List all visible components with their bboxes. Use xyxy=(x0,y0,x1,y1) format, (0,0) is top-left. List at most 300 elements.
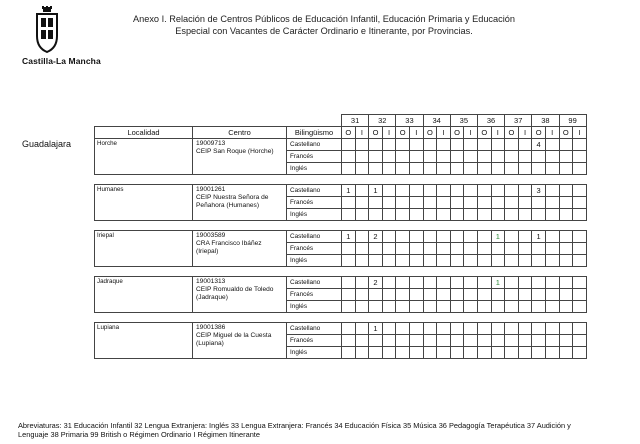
vacancy-cell xyxy=(369,301,383,313)
vacancy-cell xyxy=(477,323,491,335)
castilla-la-mancha-logo xyxy=(22,6,102,66)
vacancy-cell xyxy=(573,185,587,197)
bilinguismo-cell: Castellano xyxy=(287,277,342,289)
header-spacer xyxy=(95,115,342,127)
vacancy-cell xyxy=(532,209,546,221)
vacancy-cell xyxy=(450,255,464,267)
vacancy-cell xyxy=(450,243,464,255)
vacancy-cell xyxy=(396,139,410,151)
vacancy-cell xyxy=(573,209,587,221)
vacancy-cell xyxy=(559,323,573,335)
code-header-row xyxy=(95,115,587,127)
bilinguismo-cell: Inglés xyxy=(287,163,342,175)
vacancy-cell xyxy=(518,231,532,243)
vacancy-cell xyxy=(477,347,491,359)
vacancy-cell xyxy=(437,335,451,347)
vacancy-cell xyxy=(409,163,423,175)
vacancy-cell xyxy=(505,323,519,335)
vacancy-cell xyxy=(477,185,491,197)
vacancy-cell: 1 xyxy=(491,231,505,243)
centro-name: CEIP Romualdo de Toledo (Jadraque) xyxy=(196,286,274,301)
regime-ordinary-header: O xyxy=(532,127,546,139)
vacancy-cell xyxy=(409,323,423,335)
vacancy-cell xyxy=(369,347,383,359)
bilinguismo-cell: Francés xyxy=(287,289,342,301)
vacancy-cell xyxy=(573,163,587,175)
vacancy-cell xyxy=(573,151,587,163)
vacancy-cell: 2 xyxy=(369,231,383,243)
vacancy-cell xyxy=(396,255,410,267)
regime-itinerant-header: I xyxy=(382,127,396,139)
regime-itinerant-header: I xyxy=(573,127,587,139)
vacancy-cell xyxy=(464,255,478,267)
vacancy-cell xyxy=(396,231,410,243)
vacancy-cell xyxy=(450,209,464,221)
vacancy-cell xyxy=(545,335,559,347)
vacancy-cell xyxy=(437,347,451,359)
vacancy-cell xyxy=(518,163,532,175)
vacancy-cell xyxy=(423,323,437,335)
vacancy-cell xyxy=(382,231,396,243)
vacancy-cell xyxy=(342,197,356,209)
bilinguismo-header: Bilingüismo xyxy=(287,127,342,139)
vacancy-cell xyxy=(464,323,478,335)
vacancy-cell xyxy=(545,277,559,289)
vacancy-cell xyxy=(505,163,519,175)
vacancy-cell xyxy=(369,289,383,301)
vacancy-cell xyxy=(545,185,559,197)
vacancy-cell xyxy=(491,323,505,335)
regime-ordinary-header: O xyxy=(450,127,464,139)
vacancy-cell xyxy=(559,231,573,243)
vacancy-cell xyxy=(342,139,356,151)
vacancy-cell xyxy=(505,301,519,313)
vacancy-cell xyxy=(545,289,559,301)
vacancy-cell xyxy=(573,277,587,289)
vacancy-cell xyxy=(518,255,532,267)
vacancy-cell xyxy=(573,289,587,301)
regime-ordinary-header: O xyxy=(342,127,356,139)
vacancy-cell xyxy=(491,151,505,163)
vacancy-cell xyxy=(532,243,546,255)
vacancy-cell xyxy=(382,335,396,347)
vacancy-cell xyxy=(423,301,437,313)
vacancy-cell xyxy=(409,209,423,221)
vacancy-cell xyxy=(518,185,532,197)
vacancy-cell xyxy=(518,151,532,163)
vacancy-cell xyxy=(505,209,519,221)
vacancy-cell xyxy=(342,243,356,255)
vacancy-cell xyxy=(382,139,396,151)
localidad-header: Localidad xyxy=(95,127,193,139)
bilinguismo-cell: Francés xyxy=(287,335,342,347)
vacancy-cell xyxy=(382,347,396,359)
vacancy-cell xyxy=(505,151,519,163)
vacancy-cell xyxy=(573,347,587,359)
bilinguismo-cell: Inglés xyxy=(287,301,342,313)
abbreviations-footer xyxy=(18,421,630,440)
localidad-cell: Jadraque xyxy=(95,277,193,313)
bilinguismo-cell: Francés xyxy=(287,151,342,163)
table-row xyxy=(95,323,587,335)
vacancy-cell xyxy=(505,243,519,255)
bilinguismo-cell: Francés xyxy=(287,243,342,255)
vacancy-cell xyxy=(437,163,451,175)
vacancy-cell xyxy=(491,243,505,255)
vacancy-cell xyxy=(437,289,451,301)
vacancy-cell xyxy=(382,151,396,163)
vacancy-cell: 4 xyxy=(532,139,546,151)
vacancy-cell xyxy=(355,335,369,347)
vacancy-cell xyxy=(518,197,532,209)
vacancy-cell xyxy=(532,289,546,301)
vacancy-cell xyxy=(355,301,369,313)
vacancy-cell xyxy=(342,289,356,301)
code-header: 38 xyxy=(532,115,559,127)
centro-cell xyxy=(193,139,287,175)
centro-name: CEIP Miguel de la Cuesta (Lupiana) xyxy=(196,332,272,347)
centro-name: CEIP San Roque (Horche) xyxy=(196,148,274,155)
vacancy-cell xyxy=(369,243,383,255)
vacancy-cell xyxy=(491,335,505,347)
vacancy-cell xyxy=(437,185,451,197)
vacancy-cell xyxy=(382,243,396,255)
vacancy-cell xyxy=(369,139,383,151)
vacancy-cell xyxy=(505,231,519,243)
vacancy-cell xyxy=(382,323,396,335)
vacancy-cell xyxy=(491,197,505,209)
block-gap xyxy=(95,313,587,323)
code-header: 36 xyxy=(477,115,504,127)
localidad-cell: Horche xyxy=(95,139,193,175)
vacancy-cell xyxy=(423,231,437,243)
vacancy-cell xyxy=(518,335,532,347)
vacancy-cell xyxy=(450,301,464,313)
block-gap xyxy=(95,221,587,231)
centro-cell xyxy=(193,323,287,359)
vacancy-cell xyxy=(491,185,505,197)
centro-cell xyxy=(193,231,287,267)
vacancy-cell xyxy=(573,335,587,347)
vacancy-cell xyxy=(559,335,573,347)
table-row xyxy=(95,231,587,243)
bilinguismo-cell: Castellano xyxy=(287,323,342,335)
vacancy-cell xyxy=(532,163,546,175)
logo-text: Castilla-La Mancha xyxy=(22,56,101,66)
regime-ordinary-header: O xyxy=(396,127,410,139)
vacancy-cell xyxy=(355,243,369,255)
localidad-cell: Iriepal xyxy=(95,231,193,267)
vacancy-cell xyxy=(532,323,546,335)
vacancy-cell xyxy=(355,323,369,335)
vacancy-cell xyxy=(573,231,587,243)
vacancy-cell xyxy=(464,231,478,243)
vacancy-cell xyxy=(382,301,396,313)
vacancy-cell xyxy=(450,151,464,163)
title-line-1: Anexo I. Relación de Centros Públicos de Educación Infantil, Educación Primaria y Educación xyxy=(132,14,515,24)
vacancy-cell xyxy=(409,255,423,267)
vacancy-cell xyxy=(409,335,423,347)
regime-itinerant-header: I xyxy=(491,127,505,139)
centro-code: 19001261 xyxy=(196,186,226,193)
vacancy-cell: 2 xyxy=(369,277,383,289)
vacancy-cell xyxy=(505,185,519,197)
vacancy-cell xyxy=(450,231,464,243)
vacancy-cell xyxy=(437,231,451,243)
vacancy-cell xyxy=(396,151,410,163)
vacancy-cell xyxy=(423,209,437,221)
vacancy-cell xyxy=(518,209,532,221)
vacancy-cell xyxy=(382,209,396,221)
vacancy-cell xyxy=(491,139,505,151)
vacancy-cell xyxy=(545,231,559,243)
centro-cell xyxy=(193,185,287,221)
vacancy-cell xyxy=(477,301,491,313)
vacancy-cell xyxy=(355,163,369,175)
vacancy-cell xyxy=(573,139,587,151)
vacancy-cell xyxy=(518,347,532,359)
vacancy-cell xyxy=(396,197,410,209)
vacancy-cell xyxy=(450,163,464,175)
vacancy-cell xyxy=(355,185,369,197)
vacancy-cell xyxy=(477,243,491,255)
vacancy-cell: 1 xyxy=(532,231,546,243)
vacancy-cell xyxy=(491,289,505,301)
centro-name: CEIP Nuestra Señora de Peñahora (Humanes) xyxy=(196,194,269,209)
vacancy-cell xyxy=(409,185,423,197)
vacancy-cell xyxy=(545,323,559,335)
centro-code: 19003589 xyxy=(196,232,226,239)
vacancy-cell xyxy=(532,151,546,163)
vacancy-cell xyxy=(559,151,573,163)
vacancy-cell xyxy=(369,151,383,163)
vacancy-cell xyxy=(396,185,410,197)
vacancy-cell xyxy=(464,335,478,347)
vacancy-cell: 3 xyxy=(532,185,546,197)
vacancy-cell xyxy=(559,163,573,175)
block-gap xyxy=(95,267,587,277)
vacancy-cell xyxy=(382,197,396,209)
vacancy-cell xyxy=(532,301,546,313)
centro-cell xyxy=(193,277,287,313)
vacancy-cell xyxy=(409,243,423,255)
bilinguismo-cell: Castellano xyxy=(287,231,342,243)
vacancy-cell xyxy=(409,231,423,243)
centro-code: 19009713 xyxy=(196,140,226,147)
vacancy-cell xyxy=(477,255,491,267)
vacancy-cell xyxy=(342,335,356,347)
table-row xyxy=(95,185,587,197)
vacancy-cell xyxy=(369,335,383,347)
vacancy-cell xyxy=(518,139,532,151)
vacancy-cell xyxy=(477,197,491,209)
vacancy-cell xyxy=(559,209,573,221)
vacancy-cell xyxy=(423,139,437,151)
vacancy-cell xyxy=(518,243,532,255)
regime-itinerant-header: I xyxy=(437,127,451,139)
vacancy-cell xyxy=(559,289,573,301)
vacancy-cell xyxy=(491,209,505,221)
vacancy-cell: 1 xyxy=(342,185,356,197)
centro-name: CRA Francisco Ibáñez (Iriepal) xyxy=(196,240,262,255)
vacancy-cell xyxy=(437,323,451,335)
vacancy-cell xyxy=(532,277,546,289)
vacancy-cell xyxy=(518,289,532,301)
localidad-cell: Humanes xyxy=(95,185,193,221)
vacancy-cell xyxy=(505,255,519,267)
vacancy-cell xyxy=(409,139,423,151)
vacancy-cell xyxy=(423,243,437,255)
vacancy-cell xyxy=(573,323,587,335)
code-header: 99 xyxy=(559,115,586,127)
table-row xyxy=(95,139,587,151)
vacancy-cell xyxy=(464,197,478,209)
vacancy-cell xyxy=(423,197,437,209)
vacancy-cell xyxy=(559,243,573,255)
vacancy-cell xyxy=(355,151,369,163)
vacancy-cell xyxy=(382,289,396,301)
vacancy-cell xyxy=(477,335,491,347)
vacancy-cell xyxy=(355,289,369,301)
centro-code: 19001313 xyxy=(196,278,226,285)
vacancy-cell xyxy=(369,209,383,221)
vacancy-cell xyxy=(477,289,491,301)
gap-cell xyxy=(95,175,587,185)
vacancies-table xyxy=(94,114,587,359)
regime-ordinary-header: O xyxy=(477,127,491,139)
vacancy-cell xyxy=(369,255,383,267)
bilinguismo-cell: Castellano xyxy=(287,185,342,197)
vacancy-cell xyxy=(477,277,491,289)
vacancy-cell xyxy=(437,243,451,255)
vacancy-cell xyxy=(355,231,369,243)
coat-of-arms-icon xyxy=(34,6,60,54)
vacancy-cell xyxy=(342,151,356,163)
vacancy-cell xyxy=(450,289,464,301)
centro-header: Centro xyxy=(193,127,287,139)
province-label: Guadalajara xyxy=(22,139,72,149)
vacancy-cell xyxy=(505,347,519,359)
vacancy-cell xyxy=(559,139,573,151)
vacancy-cell xyxy=(505,277,519,289)
vacancy-cell: 1 xyxy=(342,231,356,243)
vacancy-cell xyxy=(505,139,519,151)
vacancy-cell xyxy=(464,289,478,301)
bilinguismo-cell: Castellano xyxy=(287,139,342,151)
vacancy-cell xyxy=(559,255,573,267)
code-header: 34 xyxy=(423,115,450,127)
vacancy-cell xyxy=(423,289,437,301)
regime-itinerant-header: I xyxy=(409,127,423,139)
vacancy-cell xyxy=(382,277,396,289)
vacancy-cell xyxy=(342,255,356,267)
bilinguismo-cell: Inglés xyxy=(287,347,342,359)
bilinguismo-cell: Francés xyxy=(287,197,342,209)
regime-ordinary-header: O xyxy=(423,127,437,139)
code-header: 31 xyxy=(342,115,369,127)
vacancy-cell xyxy=(423,277,437,289)
vacancy-cell xyxy=(491,347,505,359)
vacancy-cell xyxy=(423,335,437,347)
gap-cell xyxy=(95,267,587,277)
vacancy-cell xyxy=(409,347,423,359)
bilinguismo-cell: Inglés xyxy=(287,255,342,267)
vacancy-cell xyxy=(450,185,464,197)
vacancy-cell xyxy=(573,243,587,255)
vacancy-cell xyxy=(545,209,559,221)
vacancy-cell xyxy=(518,301,532,313)
vacancy-cell xyxy=(573,255,587,267)
vacancy-cell xyxy=(396,163,410,175)
document-title xyxy=(110,13,538,37)
vacancy-cell xyxy=(518,323,532,335)
vacancy-cell xyxy=(382,255,396,267)
vacancy-cell xyxy=(409,197,423,209)
regime-itinerant-header: I xyxy=(545,127,559,139)
vacancy-cell xyxy=(396,243,410,255)
regime-ordinary-header: O xyxy=(505,127,519,139)
vacancy-cell xyxy=(423,255,437,267)
vacancy-cell xyxy=(477,163,491,175)
regime-itinerant-header: I xyxy=(518,127,532,139)
vacancy-cell xyxy=(532,335,546,347)
code-header: 33 xyxy=(396,115,423,127)
vacancy-cell xyxy=(464,301,478,313)
vacancy-cell xyxy=(342,209,356,221)
vacancy-cell xyxy=(532,255,546,267)
vacancy-cell xyxy=(396,301,410,313)
vacancy-cell xyxy=(505,197,519,209)
vacancy-cell xyxy=(545,243,559,255)
vacancy-cell xyxy=(342,163,356,175)
vacancy-cell xyxy=(573,301,587,313)
vacancy-cell xyxy=(464,347,478,359)
vacancy-cell xyxy=(342,347,356,359)
block-gap xyxy=(95,175,587,185)
vacancy-cell xyxy=(342,323,356,335)
vacancy-cell xyxy=(450,139,464,151)
vacancy-cell xyxy=(437,277,451,289)
vacancy-cell xyxy=(559,301,573,313)
vacancy-cell xyxy=(437,255,451,267)
vacancy-cell xyxy=(450,323,464,335)
regime-ordinary-header: O xyxy=(559,127,573,139)
vacancy-cell xyxy=(450,347,464,359)
vacancy-cell xyxy=(369,197,383,209)
vacancy-cell xyxy=(505,289,519,301)
vacancy-cell xyxy=(355,347,369,359)
vacancy-cell xyxy=(423,185,437,197)
vacancy-cell xyxy=(545,151,559,163)
vacancy-cell xyxy=(396,277,410,289)
vacancy-cell xyxy=(545,255,559,267)
vacancy-cell xyxy=(382,185,396,197)
vacancy-cell xyxy=(464,277,478,289)
vacancy-cell xyxy=(532,197,546,209)
vacancy-cell xyxy=(477,151,491,163)
vacancy-cell xyxy=(491,255,505,267)
vacancy-cell xyxy=(423,151,437,163)
vacancy-cell xyxy=(396,347,410,359)
gap-cell xyxy=(95,221,587,231)
vacancy-cell xyxy=(342,277,356,289)
vacancy-cell xyxy=(545,301,559,313)
localidad-cell: Lupiana xyxy=(95,323,193,359)
vacancy-cell xyxy=(545,139,559,151)
vacancy-cell xyxy=(382,163,396,175)
vacancy-cell xyxy=(464,209,478,221)
vacancy-cell xyxy=(464,151,478,163)
